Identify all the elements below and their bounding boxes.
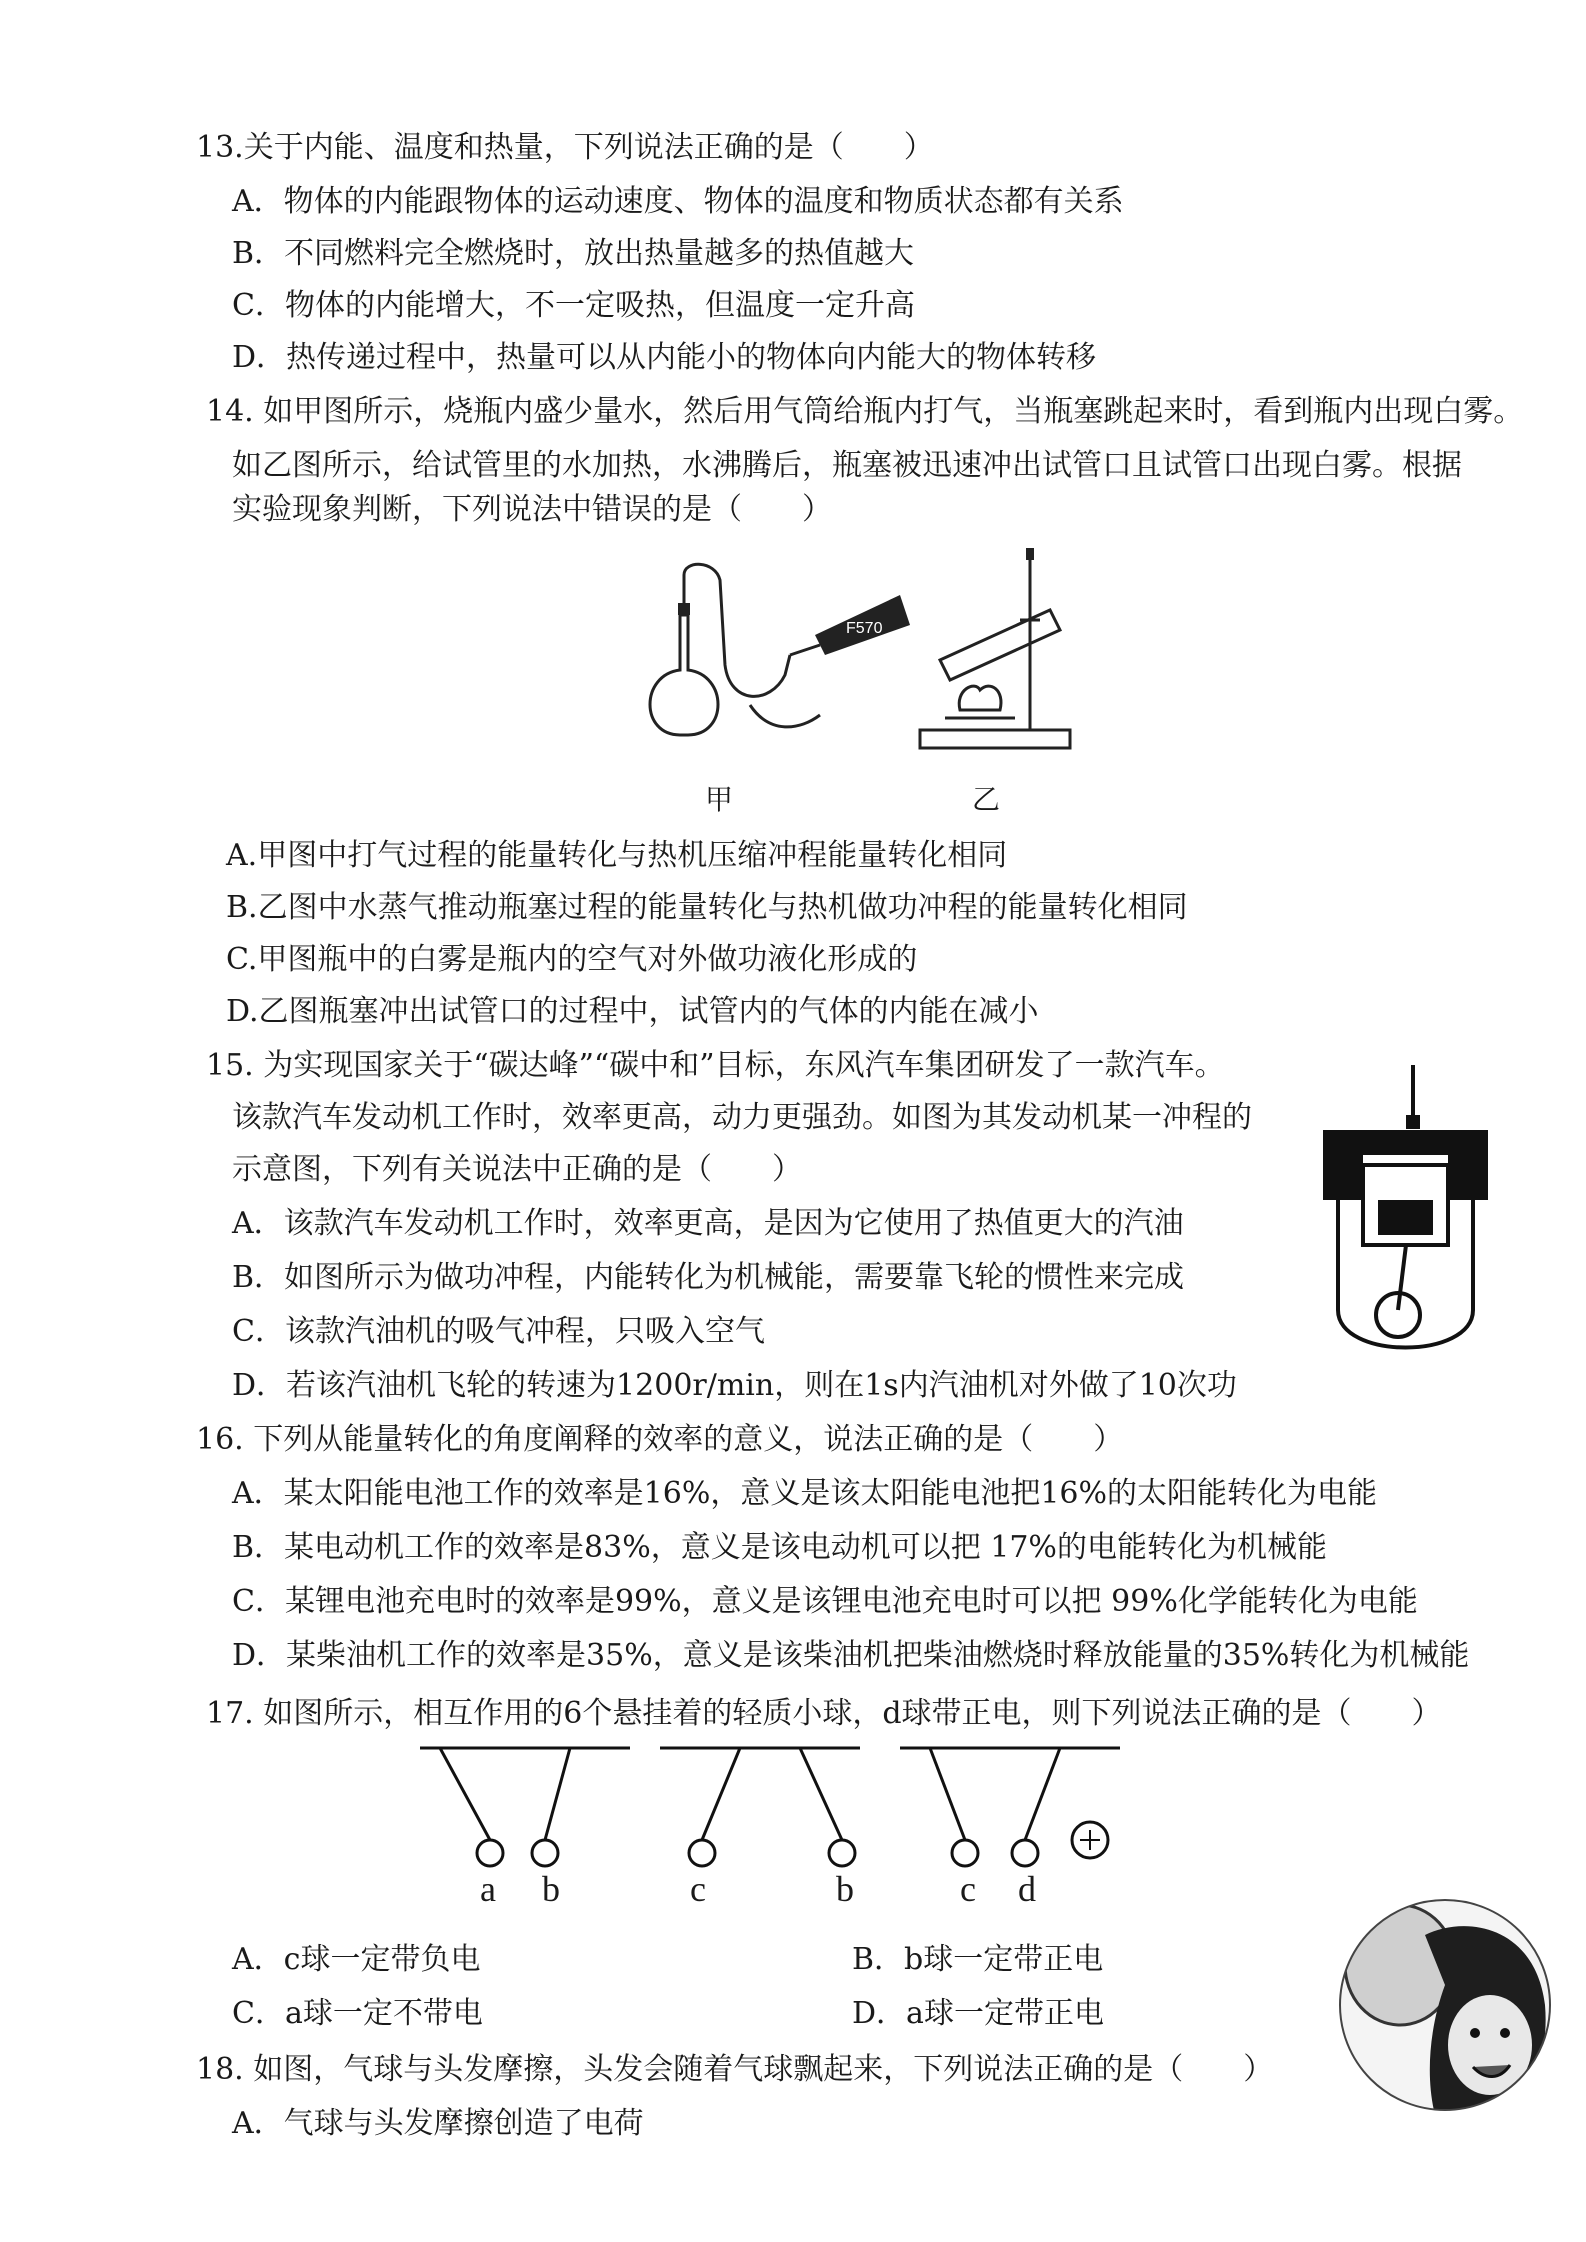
q15-option-c: C．该款汽油机的吸气冲程，只吸入空气 [232,1314,765,1349]
test-tube-stand-figure [900,540,1100,770]
q13-option-c: C．物体的内能增大，不一定吸热，但温度一定升高 [232,288,915,323]
hanging-balls-figure [410,1740,1150,1890]
q17-option-b: B．b球一定带正电 [852,1942,1104,1977]
ball-label-4: b [836,1869,854,1909]
q14-stem-line2: 如乙图所示，给试管里的水加热，水沸腾后，瓶塞被迅速冲出试管口且试管口出现白雾。根据 [232,448,1462,483]
figure-label-yi: 乙 [972,783,1001,816]
ball-label-1: a [480,1869,496,1909]
q14-option-d: D.乙图瓶塞冲出试管口的过程中，试管内的气体的内能在减小 [226,994,1039,1029]
q18-option-a: A．气球与头发摩擦创造了电荷 [232,2106,644,2141]
q15-stem-line2: 该款汽车发动机工作时，效率更高，动力更强劲。如图为其发动机某一冲程的 [232,1100,1252,1135]
q16-option-d: D．某柴油机工作的效率是35%，意义是该柴油机把柴油燃烧时释放能量的35%转化为机械能 [232,1638,1470,1673]
q13-stem: 13.关于内能、温度和热量，下列说法正确的是（ ） [196,130,934,165]
q17-option-d: D．a球一定带正电 [852,1996,1104,2031]
q13-option-d: D．热传递过程中，热量可以从内能小的物体向内能大的物体转移 [232,340,1097,375]
flask-pump-figure [620,555,920,765]
q17-stem: 17. 如图所示，相互作用的6个悬挂着的轻质小球，d球带正电，则下列说法正确的是（ ） [206,1696,1442,1731]
q14-stem-line1: 14. 如甲图所示，烧瓶内盛少量水，然后用气筒给瓶内打气，当瓶塞跳起来时，看到瓶内出现白雾。 [206,394,1524,429]
ball-label-3: c [690,1869,706,1909]
q14-option-c: C.甲图瓶中的白雾是瓶内的空气对外做功液化形成的 [226,942,918,977]
q15-option-b: B．如图所示为做功冲程，内能转化为机械能，需要靠飞轮的惯性来完成 [232,1260,1185,1295]
q16-stem: 16. 下列从能量转化的角度阐释的效率的意义，说法正确的是（ ） [196,1422,1124,1457]
balloon-hair-photo [1335,1895,1555,2115]
ball-label-5: c [960,1869,976,1909]
q18-stem: 18. 如图，气球与头发摩擦，头发会随着气球飘起来，下列说法正确的是（ ） [196,2052,1274,2087]
ball-label-6: d [1018,1869,1036,1909]
q15-stem-line1: 15. 为实现国家关于“碳达峰”“碳中和”目标，东风汽车集团研发了一款汽车。 [206,1048,1225,1083]
q13-option-b: B．不同燃料完全燃烧时，放出热量越多的热值越大 [232,236,915,271]
q16-option-c: C．某锂电池充电时的效率是99%，意义是该锂电池充电时可以把 99%化学能转化为电能 [232,1584,1418,1619]
q17-option-a: A．c球一定带负电 [232,1942,481,1977]
q16-option-a: A．某太阳能电池工作的效率是16%，意义是该太阳能电池把16%的太阳能转化为电能 [232,1476,1378,1511]
q14-stem-line3: 实验现象判断，下列说法中错误的是（ ） [232,492,832,527]
engine-cylinder-figure [1318,1060,1493,1380]
q15-option-d: D．若该汽油机飞轮的转速为1200r/min，则在1s内汽油机对外做了10次功 [232,1368,1237,1403]
q17-option-c: C．a球一定不带电 [232,1996,483,2031]
ball-label-2: b [542,1869,560,1909]
svg-text:F570: F570 [846,620,883,637]
q15-option-a: A．该款汽车发动机工作时，效率更高，是因为它使用了热值更大的汽油 [232,1206,1184,1241]
q14-option-a: A.甲图中打气过程的能量转化与热机压缩冲程能量转化相同 [226,838,1008,873]
figure-label-jia: 甲 [705,783,734,816]
q16-option-b: B．某电动机工作的效率是83%，意义是该电动机可以把 17%的电能转化为机械能 [232,1530,1327,1565]
q14-option-b: B.乙图中水蒸气推动瓶塞过程的能量转化与热机做功冲程的能量转化相同 [226,890,1188,925]
q15-stem-line3: 示意图，下列有关说法中正确的是（ ） [232,1152,802,1187]
q13-option-a: A．物体的内能跟物体的运动速度、物体的温度和物质状态都有关系 [232,184,1124,219]
